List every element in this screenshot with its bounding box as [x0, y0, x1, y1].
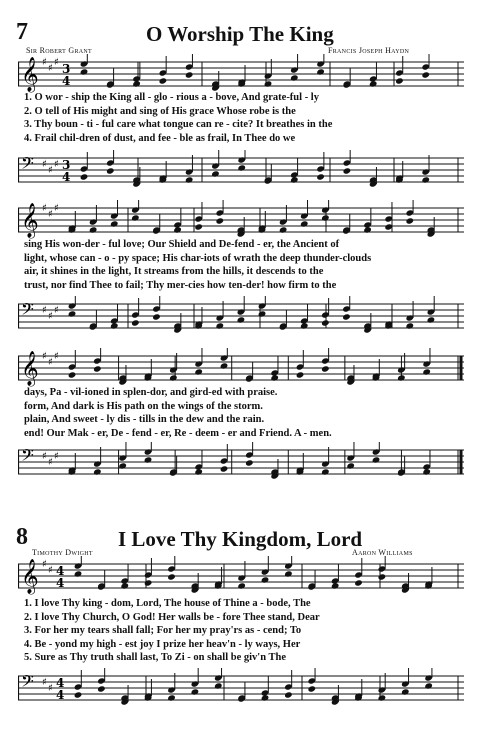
treble-staff	[18, 556, 464, 600]
note-head	[167, 694, 176, 701]
note-head	[167, 573, 176, 580]
bass-staff	[18, 150, 464, 194]
bass-clef: 𝄢	[21, 671, 34, 695]
time-signature: 4	[56, 564, 65, 578]
note-head	[343, 167, 352, 174]
sharp-sign: ♯	[54, 305, 59, 316]
note-head	[211, 170, 220, 177]
note-head	[363, 226, 372, 233]
note-head	[245, 459, 254, 466]
hymn-author: Sir Robert Grant	[26, 46, 93, 55]
sharp-sign: ♯	[42, 203, 47, 214]
note-head	[421, 176, 430, 183]
note-head	[131, 319, 140, 326]
hymn-composer: Aaron Williams	[352, 548, 413, 557]
note-head	[237, 164, 246, 171]
sharp-sign: ♯	[48, 357, 53, 368]
note-head	[237, 316, 246, 323]
hymn-number: 7	[16, 19, 28, 45]
sharp-sign: ♯	[48, 63, 53, 74]
time-signature: 4	[62, 74, 71, 88]
lyric-line: 4. Frail chil-dren of dust, and fee - ble as frail, In Thee do we	[24, 132, 296, 144]
sharp-sign: ♯	[42, 451, 47, 462]
lyric-line: 2. O tell of His might and sing of His grace Whose robe is the	[24, 105, 296, 117]
lyrics-block	[24, 238, 464, 292]
note-head	[264, 80, 273, 87]
note-head	[321, 365, 330, 372]
sharp-sign: ♯	[48, 457, 53, 468]
note-head	[191, 688, 200, 695]
bass-clef: 𝄢	[21, 445, 34, 469]
hymn-title: I Love Thy Kingdom, Lord	[118, 527, 363, 551]
lyric-line: 3. For her my tears shall fall; For her my pray'rs as - cend; To	[24, 625, 302, 637]
note-head	[237, 582, 246, 589]
note-head	[214, 682, 223, 689]
note-head	[68, 310, 77, 317]
sharp-sign: ♯	[54, 451, 59, 462]
note-head	[284, 570, 293, 577]
note-head	[296, 371, 305, 378]
note-head	[406, 217, 415, 224]
note-head	[93, 365, 102, 372]
note-head	[118, 462, 127, 469]
note-head	[397, 374, 406, 381]
note-head	[316, 173, 325, 180]
note-head	[144, 456, 153, 463]
treble-clef: 𝄞	[21, 203, 39, 238]
bass-staff	[18, 296, 464, 340]
note-head	[216, 322, 225, 329]
time-signature: 4	[56, 688, 65, 702]
note-head	[110, 220, 119, 227]
treble-clef: 𝄞	[21, 57, 39, 92]
bass-clef: 𝄢	[21, 153, 34, 177]
note-head	[74, 570, 83, 577]
note-head	[120, 582, 129, 589]
bass-staff	[18, 668, 464, 712]
note-head	[354, 579, 363, 586]
note-head	[331, 582, 340, 589]
hymn-number: 8	[16, 524, 28, 550]
note-head	[342, 313, 351, 320]
sharp-sign: ♯	[48, 683, 53, 694]
note-head	[395, 77, 404, 84]
note-head	[106, 167, 115, 174]
note-head	[144, 579, 153, 586]
sharp-sign: ♯	[48, 565, 53, 576]
time-signature: 3	[62, 62, 71, 76]
lyric-line: 5. Sure as Thy truth shall last, To Zi - on shall be giv'n The	[24, 652, 286, 664]
note-head	[422, 468, 431, 475]
note-head	[422, 368, 431, 375]
sharp-sign: ♯	[42, 677, 47, 688]
note-head	[169, 374, 178, 381]
note-head	[427, 316, 436, 323]
sharp-sign: ♯	[48, 165, 53, 176]
note-head	[220, 362, 229, 369]
note-head	[279, 226, 288, 233]
sharp-sign: ♯	[48, 311, 53, 322]
note-head	[97, 685, 106, 692]
lyric-line: days, Pa - vil-ioned in splen-dor, and gird-ed with praise.	[24, 387, 278, 398]
sharp-sign: ♯	[54, 57, 59, 68]
note-head	[194, 223, 203, 230]
lyrics-block	[24, 597, 464, 665]
lyric-line: end! Our Mak - er, De - fend - er, Re - deem - er and Friend. A - men.	[24, 427, 332, 439]
lyric-line: sing His won-der - ful love; Our Shield and De-fend - er, the Ancient of	[24, 239, 340, 250]
note-head	[173, 226, 182, 233]
note-head	[80, 173, 89, 180]
note-head	[110, 322, 119, 329]
lyric-line: 1. O wor - ship the King all - glo - rious a - bove, And grate-ful - ly	[24, 92, 319, 103]
note-head	[284, 691, 293, 698]
bass-staff	[18, 442, 464, 486]
sharp-sign: ♯	[42, 57, 47, 68]
lyric-line: 2. I love Thy Church, O God! Her walls be - fore Thee stand, Dear	[24, 611, 320, 623]
note-head	[369, 80, 378, 87]
note-head	[185, 71, 194, 78]
note-head	[132, 80, 141, 87]
hymn-author: Timothy Dwight	[32, 548, 93, 557]
note-head	[372, 456, 381, 463]
lyric-line: form, And dark is His path on the wings of the storm.	[24, 400, 263, 412]
time-signature: 4	[56, 676, 65, 690]
note-head	[300, 322, 309, 329]
sharp-sign: ♯	[42, 559, 47, 570]
note-head	[300, 220, 309, 227]
note-head	[74, 691, 83, 698]
lyrics-block	[24, 386, 464, 440]
time-signature: 3	[62, 158, 71, 172]
hymn-title: O Worship The King	[146, 22, 334, 46]
note-head	[131, 214, 140, 221]
lyric-line: light, whose can - o - py space; His char-iots of wrath the deep thunder-clouds	[24, 252, 372, 264]
note-head	[216, 217, 225, 224]
note-head	[321, 214, 330, 221]
hymn-composer: Francis Joseph Haydn	[328, 46, 410, 55]
note-head	[401, 688, 410, 695]
sharp-sign: ♯	[54, 351, 59, 362]
note-head	[290, 176, 299, 183]
note-head	[307, 685, 316, 692]
note-head	[93, 468, 102, 475]
note-head	[406, 322, 415, 329]
lyric-line: plain, And sweet - ly dis - tills in the dew and the rain.	[24, 414, 265, 426]
note-head	[261, 694, 270, 701]
note-head	[321, 319, 330, 326]
time-signature: 4	[62, 170, 71, 184]
time-signature: 4	[56, 576, 65, 590]
note-head	[194, 468, 203, 475]
note-head	[421, 71, 430, 78]
note-head	[316, 68, 325, 75]
sharp-sign: ♯	[42, 305, 47, 316]
note-head	[424, 682, 433, 689]
note-head	[378, 694, 387, 701]
lyric-line: 3. Thy boun - ti - ful care what tongue can re - cite? It breathes in the	[24, 119, 333, 131]
sharp-sign: ♯	[54, 159, 59, 170]
lyric-line: trust, nor find Thee to fail; Thy mer-cies how ten-der! how firm to the	[24, 279, 337, 291]
note-head	[220, 465, 229, 472]
lyric-line: 1. I love Thy king - dom, Lord, The house of Thine a - bode, The	[24, 598, 311, 609]
note-head	[68, 371, 77, 378]
note-head	[261, 576, 270, 583]
note-head	[152, 313, 161, 320]
lyrics-block	[24, 91, 464, 145]
treble-clef: 𝄞	[21, 559, 39, 594]
note-head	[89, 226, 98, 233]
note-head	[346, 462, 355, 469]
bass-clef: 𝄢	[21, 299, 34, 323]
note-head	[159, 77, 168, 84]
note-head	[258, 310, 267, 317]
note-head	[321, 468, 330, 475]
sharp-sign: ♯	[42, 351, 47, 362]
treble-clef: 𝄞	[21, 351, 39, 386]
note-head	[194, 368, 203, 375]
sharp-sign: ♯	[48, 209, 53, 220]
sharp-sign: ♯	[54, 203, 59, 214]
sharp-sign: ♯	[42, 159, 47, 170]
note-head	[80, 68, 89, 75]
lyric-line: 4. Be - yond my high - est joy I prize her heav'n - ly ways, Her	[24, 638, 301, 650]
note-head	[378, 573, 387, 580]
note-head	[270, 374, 279, 381]
lyric-line: air, it shines in the light, It streams from the hills, it descends to the	[24, 266, 324, 278]
note-head	[185, 176, 194, 183]
note-head	[290, 74, 299, 81]
